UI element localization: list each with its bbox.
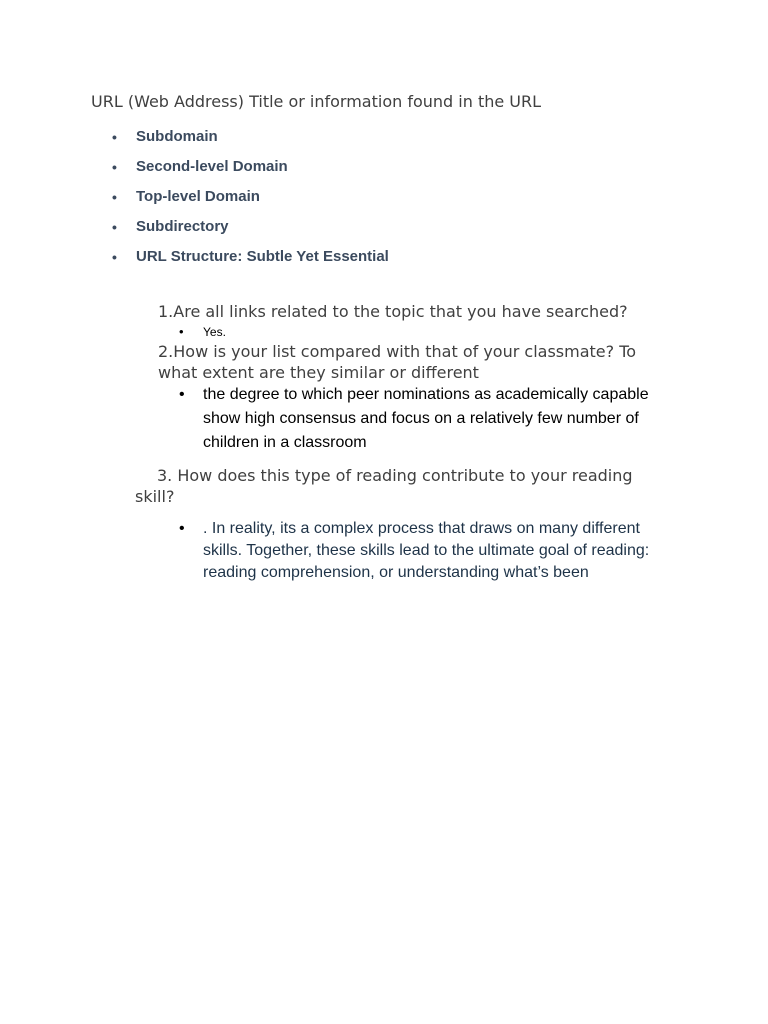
answer-3-list (179, 518, 679, 584)
list-item (108, 126, 608, 156)
list-item (108, 216, 608, 246)
answer-3-text: . In reality, its a complex process that draws on many different skills. Together, these skills lead to the ultimate goal of reading: reading comprehension, or understanding what’s been (203, 520, 650, 581)
list-item (108, 156, 608, 186)
list-item (179, 324, 226, 340)
url-part-label: Top-level Domain (136, 188, 260, 205)
answer-1-text: Yes. (203, 325, 226, 339)
list-item (108, 186, 608, 216)
list-item (179, 518, 679, 584)
bullet-icon: • (112, 219, 117, 235)
question-1: 1.Are all links related to the topic that you have searched? (158, 302, 628, 321)
url-part-label: Subdomain (136, 128, 218, 145)
question-2: 2.How is your list compared with that of your classmate? To what extent are they similar or different (158, 342, 637, 382)
bullet-icon: • (112, 159, 117, 175)
list-item (108, 246, 608, 276)
list-item (179, 383, 679, 455)
question-3: 3. How does this type of reading contribute to your reading skill? (135, 466, 633, 506)
url-part-label: Subdirectory (136, 218, 229, 235)
answer-2-text: the degree to which peer nominations as academically capable show high consensus and focus on a relatively few number of children in a classroom (203, 386, 649, 451)
bullet-icon: • (112, 249, 117, 265)
bullet-icon: • (179, 520, 185, 537)
document-heading: URL (Web Address) Title or information found in the URL (91, 92, 542, 111)
url-part-label: URL Structure: Subtle Yet Essential (136, 248, 389, 265)
bullet-icon: • (179, 324, 184, 339)
bullet-icon: • (179, 386, 185, 403)
url-parts-list (108, 126, 608, 276)
answer-1-list (179, 324, 226, 340)
answer-2-list (179, 383, 679, 455)
url-part-label: Second-level Domain (136, 158, 288, 175)
bullet-icon: • (112, 189, 117, 205)
bullet-icon: • (112, 129, 117, 145)
